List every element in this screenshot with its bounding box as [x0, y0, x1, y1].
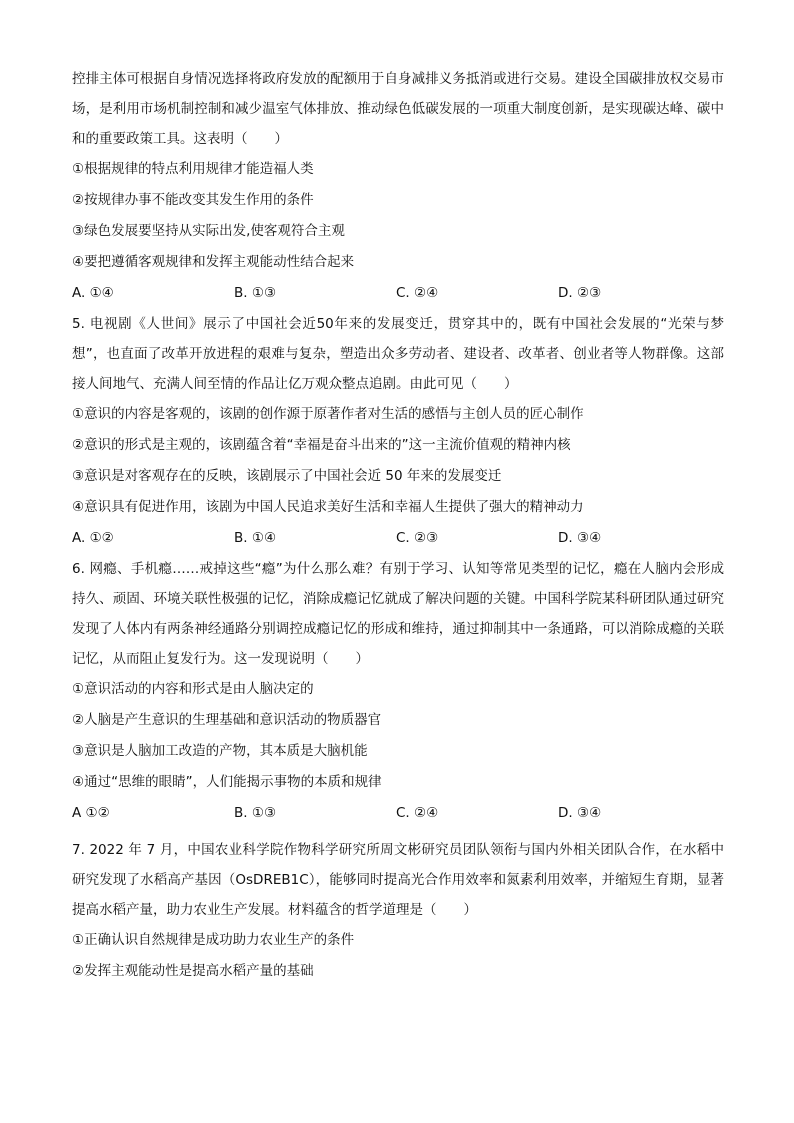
- q5-option-d: D. ③④: [558, 530, 602, 546]
- exam-page: [72, 64, 724, 987]
- q4-stem: 控排主体可根据自身情况选择将政府发放的配额用于自身减排义务抵消或进行交易。建设全国碳排放权交易市场，是利用市场机制控制和减少温室气体排放、推动绿色低碳发展的一项重大制度创新，是实现碳达峰、碳中和的重要政策工具。这表明（ ）: [72, 71, 724, 147]
- q7-item-1: ①正确认识自然规律是成功助力农业生产的条件: [72, 932, 355, 948]
- q5-item-1: ①意识的内容是客观的，该剧的创作源于原著作者对生活的感悟与主创人员的匠心制作: [72, 406, 584, 422]
- q6-option-b: B. ①③: [234, 805, 277, 821]
- q4-option-b: B. ①③: [234, 285, 277, 301]
- q4-option-c: C. ②④: [396, 285, 439, 301]
- q4-item-3: ③绿色发展要坚持从实际出发,使客观符合主观: [72, 223, 345, 239]
- q7-item-2: ②发挥主观能动性是提高水稻产量的基础: [72, 963, 314, 979]
- q5-item-2: ②意识的形式是主观的，该剧蕴含着“幸福是奋斗出来的”这一主流价值观的精神内核: [72, 437, 571, 453]
- q6-stem: 6. 网瘾、手机瘾……戒掉这些“瘾”为什么那么难？有别于学习、认知等常见类型的记忆，瘾在人脑内会形成持久、顽固、环境关联性极强的记忆，消除成瘾记忆就成了解决问题的关键。中国科学院某科研团队通过研究发现了人体内有两条神经通路分别调控成瘾记忆的形成和维持，通过抑制其中一条通路，可以消除成瘾的关联记忆，从而阻止复发行为。这一发现说明（ ）: [72, 561, 724, 667]
- q4-options: [72, 278, 724, 309]
- q4-item-2: ②按规律办事不能改变其发生作用的条件: [72, 192, 314, 208]
- q6-item-2: ②人脑是产生意识的生理基础和意识活动的物质器官: [72, 712, 382, 728]
- q6-option-d: D. ③④: [558, 805, 602, 821]
- q6-option-c: C. ②④: [396, 805, 439, 821]
- q4-item-1: ①根据规律的特点利用规律才能造福人类: [72, 161, 314, 177]
- q6-item-3: ③意识是人脑加工改造的产物，其本质是大脑机能: [72, 743, 368, 759]
- q7-stem: 7. 2022 年 7 月，中国农业科学院作物科学研究所周文彬研究员团队领衔与国内外相关团队合作，在水稻中研究发现了水稻高产基因（OsDREB1C），能够同时提高光合作用效率和氮素利用效率，并缩短生育期，显著提高水稻产量，助力农业生产发展。材料蕴含的哲学道理是（ ）: [72, 842, 724, 918]
- q6-item-1: ①意识活动的内容和形式是由人脑决定的: [72, 681, 314, 697]
- q5-stem: 5. 电视剧《人世间》展示了中国社会近50年来的发展变迁，贯穿其中的，既有中国社会发展的“光荣与梦想”，也直面了改革开放进程的艰难与复杂，塑造出众多劳动者、建设者、改革者、创业者等人物群像。这部接人间地气、充满人间至情的作品让亿万观众整点追剧。由此可见（ ）: [72, 316, 724, 392]
- q4-item-4: ④要把遵循客观规律和发挥主观能动性结合起来: [72, 254, 355, 270]
- q5-options: [72, 523, 724, 554]
- q6-options: [72, 798, 724, 829]
- q4-option-a: A. ①④: [72, 285, 114, 301]
- q6-item-4: ④通过“思维的眼睛”，人们能揭示事物的本质和规律: [72, 774, 382, 790]
- q5-option-c: C. ②③: [396, 530, 439, 546]
- q5-option-b: B. ①④: [234, 530, 277, 546]
- q5-item-3: ③意识是对客观存在的反映，该剧展示了中国社会近 50 年来的发展变迁: [72, 468, 502, 484]
- q5-item-4: ④意识具有促进作用，该剧为中国人民追求美好生活和幸福人生提供了强大的精神动力: [72, 499, 584, 515]
- q5-option-a: A. ①②: [72, 530, 114, 546]
- q4-option-d: D. ②③: [558, 285, 602, 301]
- q6-option-a: A ①②: [72, 805, 110, 821]
